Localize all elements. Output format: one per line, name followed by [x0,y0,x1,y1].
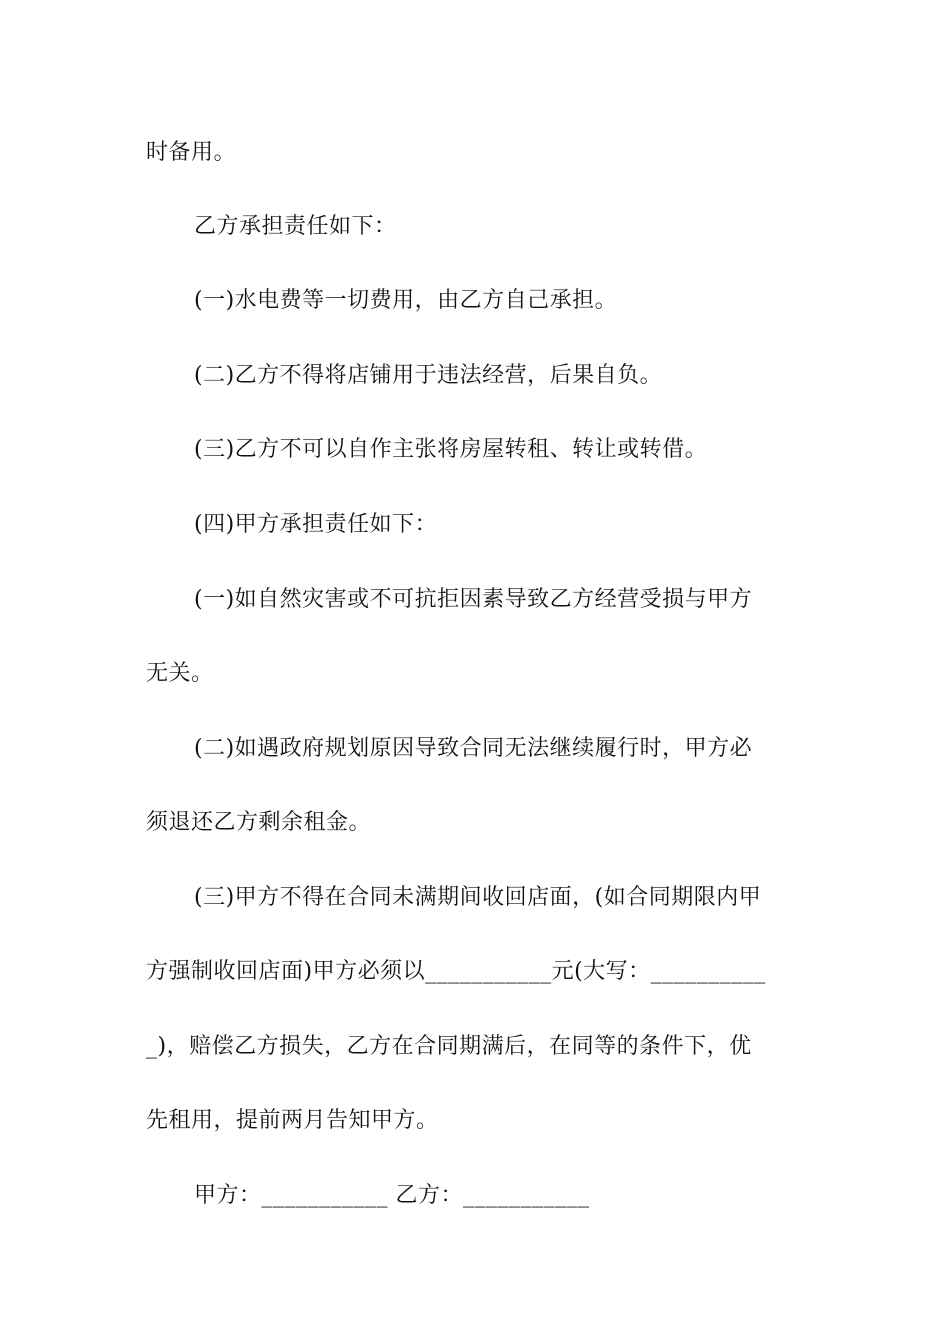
text-line-12: 方强制收回店面)甲方必须以___________元(大写：__________ [146,959,766,984]
text-line-11: (三)甲方不得在合同未满期间收回店面，(如合同期限内甲 [194,885,762,910]
text-line-9: (二)如遇政府规划原因导致合同无法继续履行时，甲方必 [194,736,753,761]
text-line-3: (一)水电费等一切费用，由乙方自己承担。 [194,288,618,313]
text-line-8: 无关。 [146,661,214,686]
text-line-4: (二)乙方不得将店铺用于违法经营，后果自负。 [194,363,663,388]
text-line-5: (三)乙方不可以自作主张将房屋转租、转让或转借。 [194,437,708,462]
text-line-10: 须退还乙方剩余租金。 [146,810,372,835]
text-line-2: 乙方承担责任如下： [194,214,397,239]
text-line-6: (四)甲方承担责任如下： [194,512,438,537]
text-line-13: _)，赔偿乙方损失，乙方在合同期满后，在同等的条件下，优 [146,1034,752,1059]
text-line-14: 先租用，提前两月告知甲方。 [146,1108,439,1133]
text-line-7: (一)如自然灾害或不可抗拒因素导致乙方经营受损与甲方 [194,587,753,612]
text-line-1: 时备用。 [146,140,237,165]
signature-line: 甲方：___________ 乙方：___________ [194,1183,590,1208]
